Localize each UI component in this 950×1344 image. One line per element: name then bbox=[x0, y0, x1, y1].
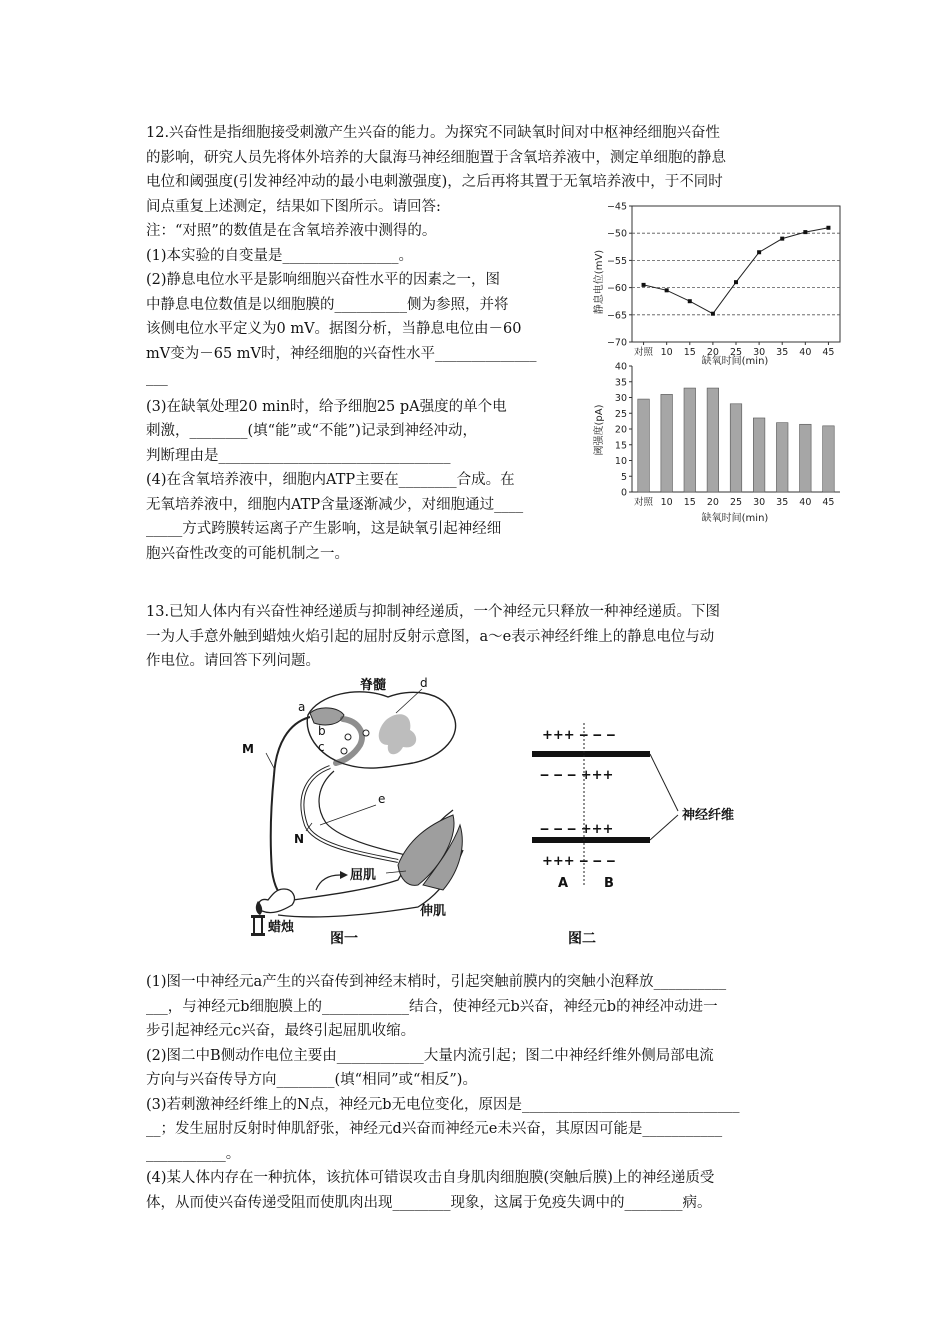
label-candle: 蜡烛 bbox=[268, 920, 295, 935]
x-tick-label: 20 bbox=[706, 497, 719, 508]
label-flexor: 屈肌 bbox=[350, 868, 377, 883]
data-point bbox=[826, 226, 830, 230]
q13-line: (4)某人体内存在一种抗体，该抗体可错误攻击自身肌肉细胞膜(突触后膜)上的神经递质受 bbox=[146, 1170, 715, 1186]
q12-line: ___ bbox=[146, 370, 168, 386]
top-inner-charges: ‒ ‒ ‒ +++ bbox=[540, 768, 614, 783]
x-tick-label: 25 bbox=[729, 497, 743, 508]
q13-line: (3)若刺激神经纤维上的N点，神经元b无电位变化，原因是______________________________ bbox=[146, 1096, 740, 1113]
data-point bbox=[688, 299, 692, 303]
q13-line: (2)图二中B侧动作电位主要由____________大量内流引起；图二中神经纤维外侧局部电流 bbox=[146, 1047, 714, 1064]
label-spinal-cord: 脊髓 bbox=[360, 678, 387, 693]
q13-questions bbox=[146, 970, 811, 1215]
bar bbox=[800, 424, 812, 492]
label-nerve-fiber: 神经纤维 bbox=[682, 808, 735, 823]
q13-line: ___________。 bbox=[146, 1145, 241, 1162]
x-tick-label: 40 bbox=[799, 347, 812, 358]
bar bbox=[661, 394, 673, 492]
top-membrane bbox=[532, 751, 650, 757]
y-tick-label: −60 bbox=[606, 283, 627, 295]
x-tick-label: 45 bbox=[822, 497, 835, 508]
bar bbox=[753, 418, 765, 492]
data-point bbox=[757, 250, 761, 254]
resting-potential-chart bbox=[588, 200, 850, 368]
data-point bbox=[711, 312, 715, 316]
q12-line: (2)静息电位水平是影响细胞兴奋性水平的因素之一，图 bbox=[146, 272, 501, 288]
q13-line: __；发生屈肘反射时伸肌舒张，神经元d兴奋而神经元e未兴奋，其原因可能是___________ bbox=[146, 1121, 723, 1137]
x-tick-label: 30 bbox=[753, 497, 766, 508]
figure-reflex-arc bbox=[242, 675, 513, 950]
q13-intro bbox=[146, 600, 811, 674]
plot-frame bbox=[632, 206, 840, 342]
figures bbox=[242, 675, 758, 950]
q12-line: 该侧电位水平定义为0 mV。据图分析，当静息电位由－60 bbox=[146, 321, 522, 337]
series-line bbox=[644, 228, 829, 314]
y-tick-label: −50 bbox=[606, 228, 627, 240]
synapse-b bbox=[345, 734, 351, 740]
x-tick-label: 35 bbox=[776, 497, 789, 508]
bottom-membrane bbox=[532, 837, 650, 843]
synapse-d bbox=[363, 730, 369, 736]
q12-line: 注：“对照”的数值是在含氧培养液中测得的。 bbox=[146, 223, 437, 239]
q13-line: 步引起神经元c兴奋，最终引起屈肌收缩。 bbox=[146, 1023, 416, 1039]
bar bbox=[684, 388, 696, 492]
bar bbox=[776, 423, 788, 492]
dorsal-root-ganglion bbox=[310, 708, 344, 725]
x-axis-label: 缺氧时间(min) bbox=[701, 513, 769, 524]
q12-line: 间点重复上述测定，结果如下图所示。请回答: bbox=[146, 198, 441, 215]
arrow-head-icon bbox=[340, 871, 348, 879]
bar bbox=[638, 399, 650, 492]
label-extensor: 伸肌 bbox=[420, 904, 447, 919]
x-tick-label: 对照 bbox=[634, 347, 654, 358]
y-tick-label: −55 bbox=[606, 255, 627, 267]
q12-line: 刺激，________(填“能”或“不能”)记录到神经冲动， bbox=[146, 423, 477, 439]
y-tick-label: 0 bbox=[620, 487, 627, 499]
bar bbox=[707, 388, 719, 492]
data-point bbox=[665, 288, 669, 292]
y-tick-label: 10 bbox=[614, 456, 627, 467]
label-line-m bbox=[266, 753, 275, 770]
y-tick-label: 25 bbox=[614, 408, 627, 420]
y-tick-label: 30 bbox=[614, 393, 627, 404]
top-outer-charges: +++ ‒ ‒ ‒ bbox=[542, 728, 616, 743]
y-axis-label: 静息电位(mV) bbox=[594, 249, 605, 315]
q12-line: (4)在含氧培养液中，细胞内ATP主要在________合成。在 bbox=[146, 472, 515, 488]
x-tick-label: 35 bbox=[776, 347, 789, 358]
label-side-b: B bbox=[604, 876, 614, 891]
q12-line: 胞兴奋性改变的可能机制之一。 bbox=[146, 545, 349, 562]
q12-line: 电位和阈强度(引发神经冲动的最小电刺激强度)，之后再将其置于无氧培养液中，于不同时 bbox=[146, 174, 723, 190]
q13-line: (1)图一中神经元a产生的兴奋传到神经末梢时，引起突触前膜内的突触小泡释放__________ bbox=[146, 974, 727, 990]
q12-line: 中静息电位数值是以细胞膜的__________侧为参照，并将 bbox=[146, 296, 509, 313]
x-tick-label: 45 bbox=[822, 347, 835, 358]
y-tick-label: −45 bbox=[606, 201, 627, 213]
x-tick-label: 20 bbox=[706, 347, 719, 358]
label-e: e bbox=[378, 792, 386, 806]
y-axis-label: 阈强度(pA) bbox=[594, 404, 605, 456]
data-point bbox=[780, 237, 784, 241]
y-tick-label: 20 bbox=[614, 424, 627, 436]
q12-line: (1)本实验的自变量是________________。 bbox=[146, 247, 414, 264]
y-tick-label: −65 bbox=[606, 310, 627, 322]
y-tick-label: 40 bbox=[614, 361, 627, 373]
q13-line: 作电位。请回答下列问题。 bbox=[146, 653, 320, 669]
x-tick-label: 10 bbox=[660, 347, 673, 358]
q12-line: 的影响，研究人员先将体外培养的大鼠海马神经细胞置于含氧培养液中，测定单细胞的静息 bbox=[146, 149, 726, 166]
figure-2-caption: 图二 bbox=[568, 931, 596, 947]
interneuron bbox=[336, 719, 362, 763]
fiber-pointer-bottom bbox=[650, 815, 678, 840]
bottom-outer-charges: +++ ‒ ‒ ‒ bbox=[542, 854, 616, 869]
x-axis-label: 缺氧时间(min) bbox=[701, 356, 769, 367]
data-point bbox=[642, 283, 646, 287]
figure-nerve-fiber bbox=[528, 675, 758, 950]
y-tick-label: 15 bbox=[614, 440, 627, 452]
y-tick-label: 5 bbox=[620, 471, 627, 483]
figure-1-caption: 图一 bbox=[330, 931, 358, 947]
bar bbox=[730, 404, 742, 492]
label-b: b bbox=[318, 724, 326, 738]
q12-line: 12.兴奋性是指细胞接受刺激产生兴奋的能力。为探究不同缺氧时间对中枢神经细胞兴奋性 bbox=[146, 125, 721, 141]
q12-paragraph-left bbox=[146, 219, 576, 566]
synapse-c bbox=[341, 748, 347, 754]
label-c: c bbox=[318, 740, 325, 754]
q12-line: 判断理由是________________________________ bbox=[146, 447, 451, 464]
q12-line: _____方式跨膜转运离子产生影响，这是缺氧引起神经细 bbox=[146, 521, 502, 537]
x-tick-label: 15 bbox=[683, 497, 696, 508]
hand bbox=[259, 889, 295, 913]
label-d: d bbox=[420, 676, 428, 690]
threshold-intensity-chart bbox=[588, 358, 850, 528]
label-line-e bbox=[320, 805, 376, 825]
q13-line: ___，与神经元b细胞膜上的____________结合，使神经元b兴奋，神经元b的神经冲动进一 bbox=[146, 998, 718, 1015]
label-m: M bbox=[242, 742, 254, 756]
gray-matter bbox=[379, 714, 416, 754]
label-n: N bbox=[294, 832, 305, 846]
fiber-pointer-top bbox=[650, 754, 678, 811]
q12-line: (3)在缺氧处理20 min时，给予细胞25 pA强度的单个电 bbox=[146, 398, 507, 415]
q12-line: mV变为－65 mV时，神经细胞的兴奋性水平______________ bbox=[146, 345, 537, 362]
q13-line: 体，从而使兴奋传递受阻而使肌肉出现________现象，这属于免疫失调中的________病。 bbox=[146, 1194, 712, 1211]
q12-line: 无氧培养液中，细胞内ATP含量逐渐减少，对细胞通过____ bbox=[146, 496, 524, 513]
bar bbox=[823, 426, 835, 492]
x-tick-label: 40 bbox=[799, 497, 812, 508]
data-point bbox=[734, 280, 738, 284]
data-point bbox=[803, 230, 807, 234]
bottom-inner-charges: ‒ ‒ ‒ +++ bbox=[540, 822, 614, 837]
x-tick-label: 30 bbox=[753, 347, 766, 358]
y-tick-label: 35 bbox=[614, 377, 627, 389]
y-tick-label: −70 bbox=[606, 337, 627, 349]
x-tick-label: 10 bbox=[660, 497, 673, 508]
x-tick-label: 15 bbox=[683, 347, 696, 358]
x-tick-label: 25 bbox=[729, 347, 743, 358]
q13-line: 一为人手意外触到蜡烛火焰引起的屈肘反射示意图，a～e表示神经纤维上的静息电位与动 bbox=[146, 628, 715, 645]
x-tick-label: 对照 bbox=[634, 497, 654, 508]
q13-line: 13.已知人体内有兴奋性神经递质与抑制神经递质，一个神经元只释放一种神经递质。下图 bbox=[146, 604, 721, 620]
q13-line: 方向与兴奋传导方向________(填“相同”或“相反”)。 bbox=[146, 1072, 477, 1088]
flexion-arrow bbox=[316, 875, 340, 890]
label-side-a: A bbox=[558, 876, 569, 891]
label-a: a bbox=[298, 700, 306, 714]
